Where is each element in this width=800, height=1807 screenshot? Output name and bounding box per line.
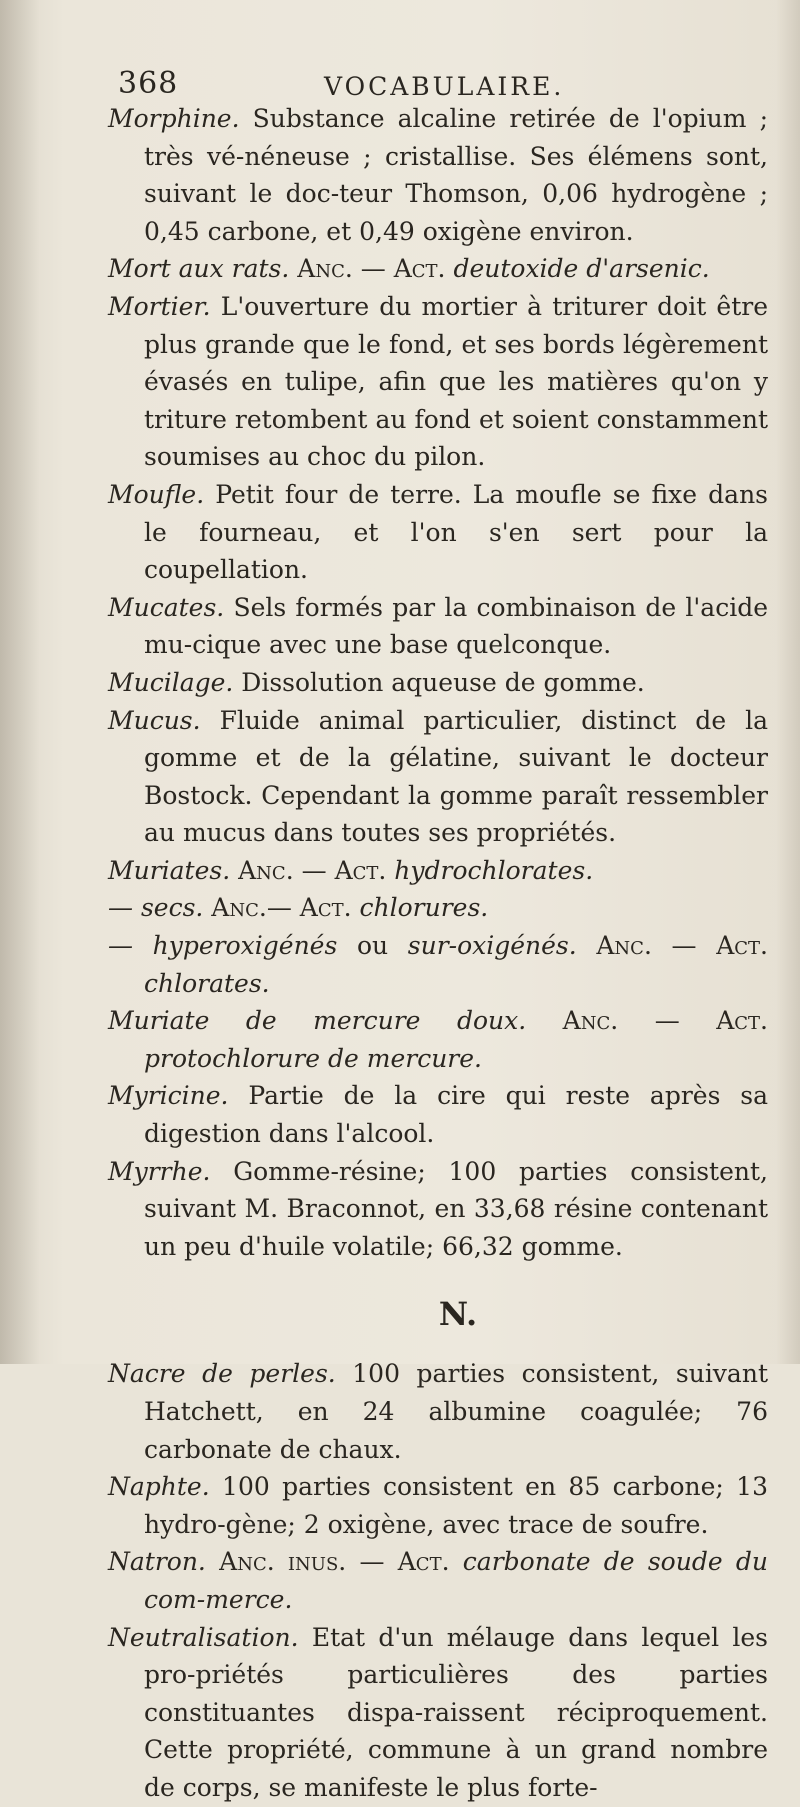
section-letter-heading: N. — [438, 1295, 478, 1334]
entry-myricine: Myricine. Partie de la cire qui reste après sa digestion dans l'alcool. — [108, 1081, 768, 1149]
entry-neutralisation: Neutralisation. Etat d'un mélauge dans lequel les pro-priétés particulières des parties constituantes dispa-raissent réciproquement. Cette propriété, commune à un grand nombre de corps, se manifeste le plus forte- — [108, 1622, 768, 1802]
entry-hyperoxigenes: — hyperoxigénés ou sur-oxigénés. Anc. — Act. chlorates. — [108, 931, 768, 998]
page-gutter-shadow — [0, 0, 40, 1364]
page-edge-shadow — [776, 0, 800, 1364]
entry-moufle: Moufle. Petit four de terre. La moufle se fixe dans le fourneau, et l'on s'en sert pour la coupellation. — [108, 479, 768, 585]
page-number: 368 — [118, 66, 179, 101]
entry-nacre-de-perles: Nacre de perles. 100 parties consistent, suivant Hatchett, en 24 albumine coagulée; 76 carbonate de chaux. — [108, 1359, 768, 1464]
dictionary-text — [108, 100, 768, 1807]
entry-muriates-secs: — secs. Anc.— Act. chlorures. — [108, 893, 489, 923]
entry-muriates: Muriates. Anc. — Act. hydrochlorates. — [108, 855, 594, 885]
running-title: VOCABULAIRE. — [324, 72, 565, 101]
entry-mortier: Mortier. L'ouverture du mortier à triturer doit être plus grande que le fond, et ses bords légèrement évasés en tulipe, afin que les matières qu'on y triture retombent au fond et soient constamment soumises au choc du pilon. — [108, 291, 768, 472]
entry-natron: Natron. Anc. inus. — Act. carbonate de soude du com-merce. — [108, 1547, 768, 1614]
entry-naphte: Naphte. 100 parties consistent en 85 carbone; 13 hydro-gène; 2 oxigène, avec trace de soufre. — [108, 1472, 768, 1539]
entry-mort-aux-rats: Mort aux rats. Anc. — Act. deutoxide d'arsenic. — [108, 254, 710, 284]
entry-mucus: Mucus. Fluide animal particulier, distinct de la gomme et de la gélatine, suivant le docteur Bostock. Cependant la gomme paraît ressembler au mucus dans toutes ses propriétés. — [108, 705, 768, 848]
entry-mucilage: Mucilage. Dissolution aqueuse de gomme. — [108, 667, 645, 697]
entry-morphine: Morphine. Substance alcaline retirée de l'opium ; très vé-néneuse ; cristallise. Ses élémens sont, suivant le doc-teur Thomson, 0,06 hydrogène ; 0,45 carbone, et 0,49 oxigène environ. — [108, 104, 768, 246]
entry-myrrhe: Myrrhe. Gomme-résine; 100 parties consistent, suivant M. Braconnot, en 33,68 résine contenant un peu d'huile volatile; 66,32 gomme. — [108, 1156, 768, 1261]
entry-mucates: Mucates. Sels formés par la combinaison de l'acide mu-cique avec une base quelconque. — [108, 592, 768, 660]
entry-muriate-mercure-doux: Muriate de mercure doux. Anc. — Act. protochlorure de mercure. — [108, 1006, 768, 1073]
